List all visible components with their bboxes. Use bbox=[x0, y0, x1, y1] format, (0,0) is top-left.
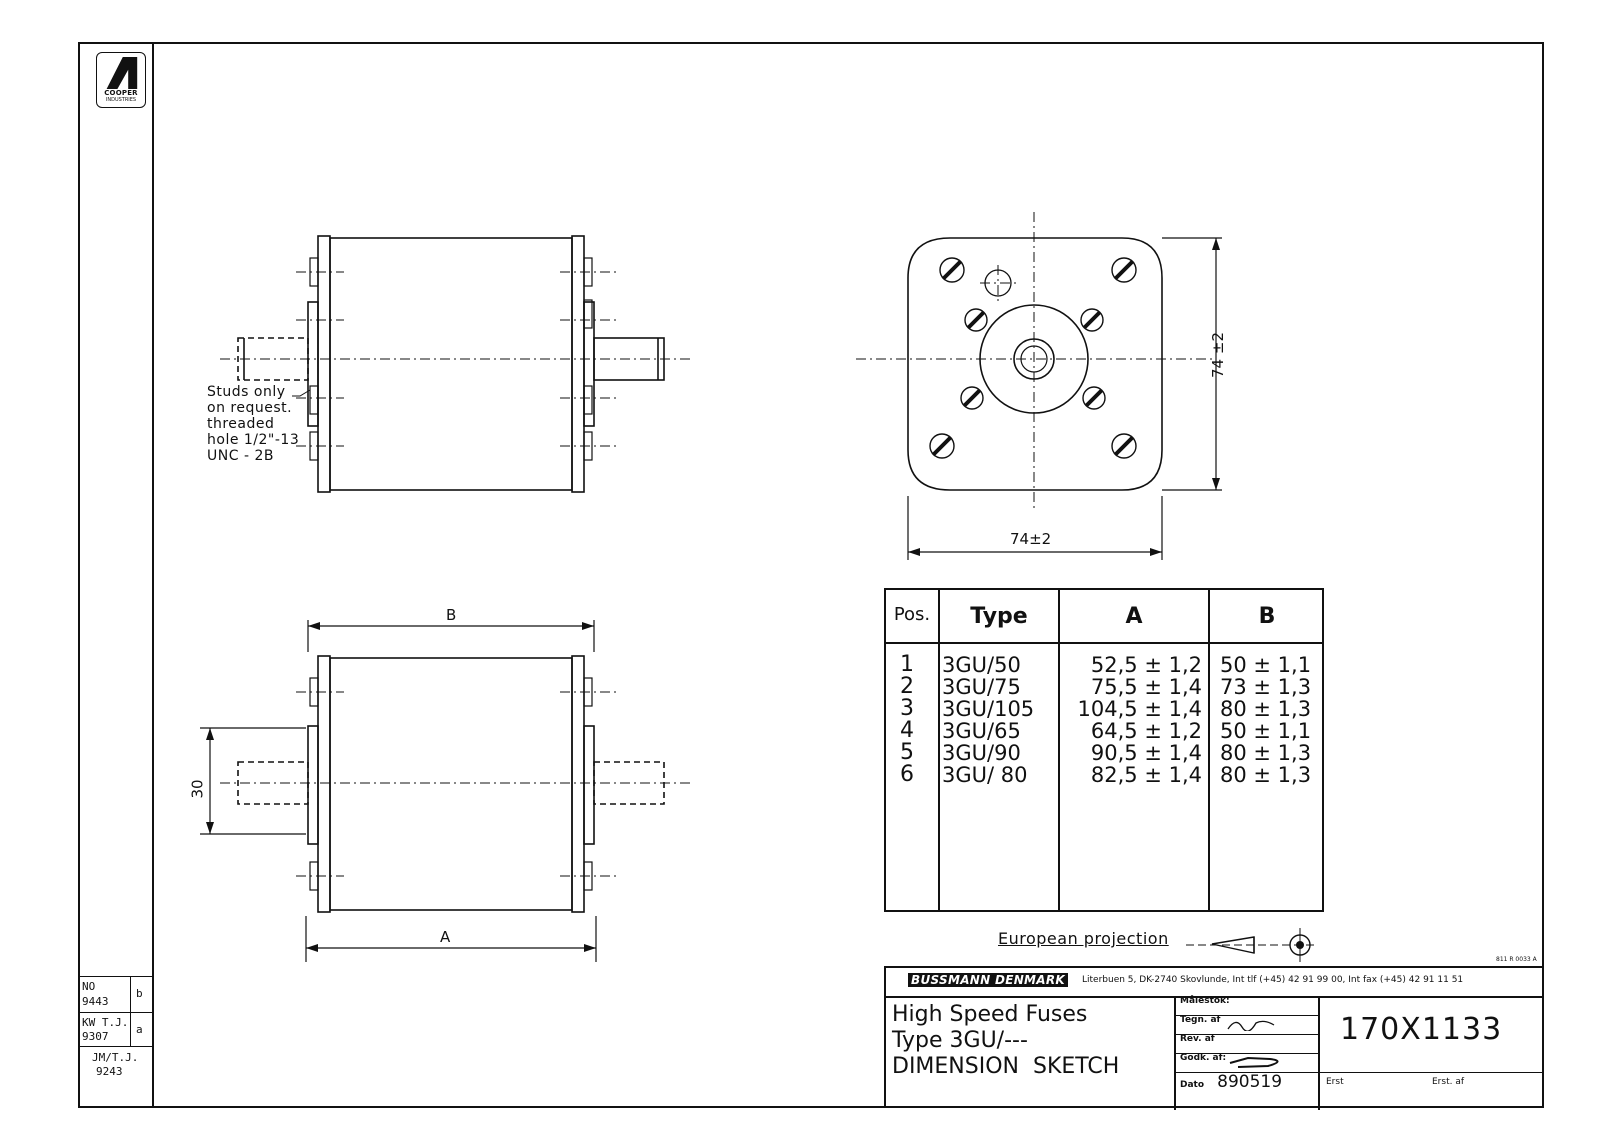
fuse-body-bottom bbox=[330, 658, 572, 910]
signature-approved-icon bbox=[1228, 1055, 1288, 1069]
field-drawn-by: Tegn. af bbox=[1176, 1015, 1318, 1035]
cell-a: 104,5 ± 1,4 bbox=[1077, 697, 1202, 721]
signature-drawn-icon bbox=[1226, 1017, 1276, 1031]
screw-icon bbox=[1083, 387, 1105, 409]
revision-note: NO bbox=[82, 980, 96, 993]
side-view-bottom bbox=[200, 620, 690, 962]
approval-fields bbox=[1174, 996, 1320, 1110]
cell-b: 80 ± 1,3 bbox=[1220, 697, 1312, 721]
title-line: High Speed Fuses bbox=[892, 1002, 1088, 1027]
cell-a: 90,5 ± 1,4 bbox=[1090, 741, 1202, 765]
cell-b: 73 ± 1,3 bbox=[1220, 675, 1312, 699]
screw-icon bbox=[1112, 434, 1136, 458]
cell-type: 3GU/75 bbox=[942, 675, 1021, 699]
cell-type: 3GU/ 80 bbox=[942, 763, 1028, 787]
screw-icon bbox=[930, 434, 954, 458]
screw-icon bbox=[1081, 309, 1103, 331]
header-pos: Pos. bbox=[893, 604, 931, 625]
revision-number: 9307 bbox=[82, 1030, 109, 1043]
cell-b: 50 ± 1,1 bbox=[1220, 719, 1312, 743]
dimension-30: 30 bbox=[188, 779, 207, 799]
col-type bbox=[942, 654, 1034, 786]
erst-label: Erst bbox=[1326, 1077, 1344, 1087]
screw-icon bbox=[961, 387, 983, 409]
field-date: Dato 890519 bbox=[1180, 1072, 1283, 1092]
cell-a: 82,5 ± 1,4 bbox=[1090, 763, 1202, 787]
cell-b: 50 ± 1,1 bbox=[1220, 653, 1312, 677]
dimension-table bbox=[884, 588, 1324, 912]
erst-af-label: Erst. af bbox=[1432, 1077, 1465, 1087]
dimension-b: B bbox=[446, 606, 457, 624]
cell-type: 3GU/90 bbox=[942, 741, 1021, 765]
title-block bbox=[884, 966, 1542, 1108]
cell-pos: 6 bbox=[900, 762, 914, 787]
date-value: 890519 bbox=[1217, 1072, 1283, 1092]
dimension-a: A bbox=[440, 928, 451, 946]
header-a: A bbox=[1125, 604, 1143, 629]
cell-pos: 5 bbox=[900, 740, 914, 765]
cell-pos: 4 bbox=[900, 718, 914, 743]
logo-company: COOPER bbox=[104, 89, 138, 97]
right-end-plate bbox=[572, 236, 584, 492]
dimension-height: 74 ±2 bbox=[1208, 332, 1227, 378]
cell-type: 3GU/65 bbox=[942, 719, 1021, 743]
fuse-body bbox=[330, 238, 572, 490]
projection-label: European projection bbox=[998, 929, 1169, 948]
header-type: Type bbox=[970, 604, 1028, 629]
cell-pos: 1 bbox=[900, 652, 914, 677]
revision-number: 9443 bbox=[82, 995, 109, 1008]
form-code: 811 R 0033 A bbox=[1496, 956, 1537, 963]
company-address: Literbuen 5, DK-2740 Skovlunde, Int tlf (+45) 42 91 99 00, Int fax (+45) 42 91 11 51 bbox=[1082, 975, 1464, 985]
screw-icon bbox=[940, 258, 964, 282]
col-pos bbox=[900, 654, 914, 786]
cell-a: 75,5 ± 1,4 bbox=[1090, 675, 1202, 699]
studs-note: Studs only on request. threaded hole 1/2"-13 UNC - 2B bbox=[207, 384, 300, 464]
cell-type: 3GU/50 bbox=[942, 653, 1021, 677]
cell-a: 52,5 ± 1,2 bbox=[1090, 653, 1202, 677]
dimension-width: 74±2 bbox=[1010, 530, 1052, 548]
cell-pos: 2 bbox=[900, 674, 914, 699]
col-b bbox=[1220, 654, 1311, 786]
cell-a: 64,5 ± 1,2 bbox=[1090, 719, 1202, 743]
field-revised-by: Rev. af bbox=[1176, 1034, 1318, 1054]
company-row bbox=[886, 968, 1542, 998]
logo-subtitle: INDUSTRIES bbox=[105, 97, 137, 103]
field-scale: Målestok: bbox=[1176, 996, 1318, 1016]
revision-letter: b bbox=[136, 987, 143, 1000]
cell-type: 3GU/105 bbox=[942, 697, 1035, 721]
header-b: B bbox=[1258, 604, 1276, 629]
company-name: BUSSMANN DENMARK bbox=[908, 973, 1068, 987]
title-line: DIMENSION SKETCH bbox=[892, 1054, 1120, 1079]
revision-note: JM/T.J. bbox=[92, 1051, 139, 1064]
cell-b: 80 ± 1,3 bbox=[1220, 741, 1312, 765]
front-view bbox=[856, 212, 1222, 560]
cell-pos: 3 bbox=[900, 696, 914, 721]
revision-letter: a bbox=[136, 1023, 143, 1036]
drawing-title bbox=[892, 1002, 1119, 1080]
title-line: Type 3GU/--- bbox=[892, 1028, 1028, 1053]
replaces-row bbox=[1320, 1072, 1542, 1097]
drawing-number: 170X1133 bbox=[1340, 1012, 1503, 1047]
screw-icon bbox=[965, 309, 987, 331]
field-approved-by: Godk. af: bbox=[1176, 1053, 1318, 1073]
revision-note: KW T.J. bbox=[82, 1016, 129, 1029]
col-a bbox=[1062, 654, 1202, 786]
screw-icon bbox=[1112, 258, 1136, 282]
left-end-plate bbox=[318, 236, 330, 492]
revision-number: 9243 bbox=[96, 1065, 123, 1078]
screw-heads bbox=[930, 258, 1136, 458]
cell-b: 80 ± 1,3 bbox=[1220, 763, 1312, 787]
